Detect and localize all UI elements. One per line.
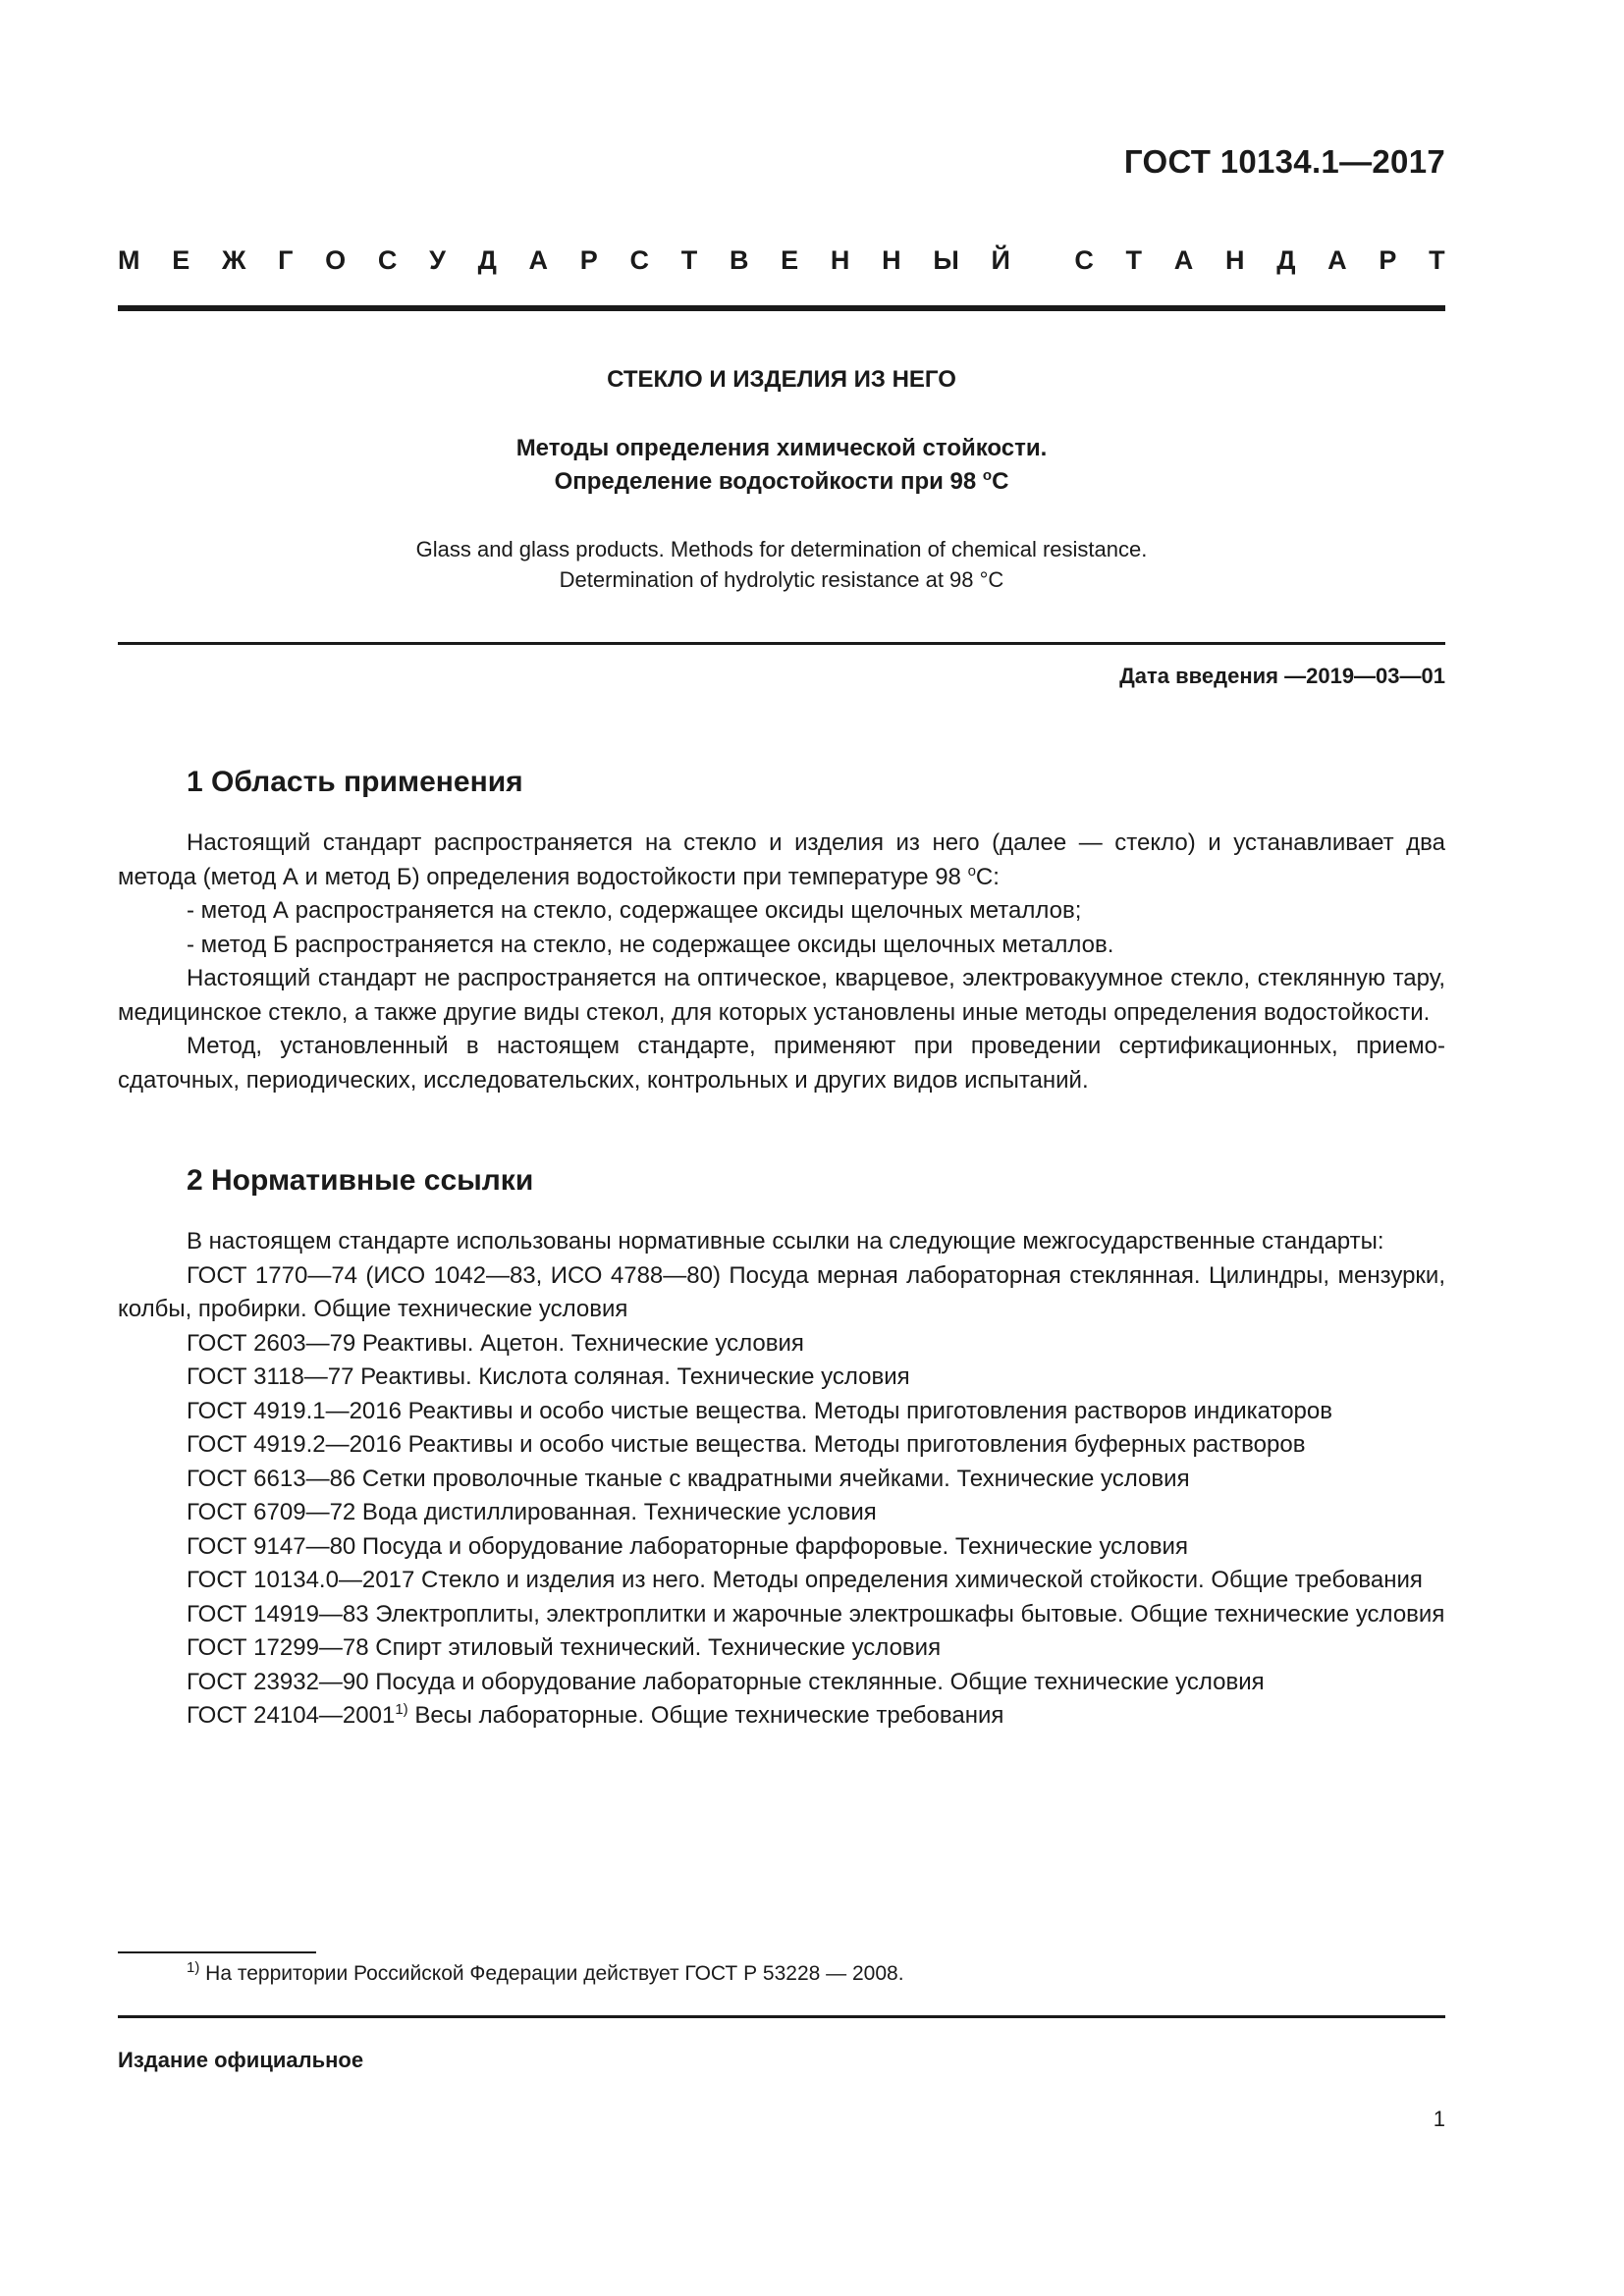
- reference-item: ГОСТ 3118—77 Реактивы. Кислота соляная. Технические условия: [187, 1363, 910, 1390]
- reference-item: ГОСТ 1770—74 (ИСО 1042—83, ИСО 4788—80) Посуда мерная лабораторная стеклянная. Цилиндры, мензурки, колбы, пробирки. Общие технические условия: [118, 1261, 1445, 1322]
- reference-item: ГОСТ 6709—72 Вода дистиллированная. Технические условия: [187, 1499, 877, 1525]
- banner-letter: Д: [477, 245, 497, 275]
- banner-letter: Н: [1224, 245, 1245, 275]
- banner-letter: Н: [830, 245, 850, 275]
- paragraph: [118, 827, 1445, 894]
- reference-item: ГОСТ 9147—80 Посуда и оборудование лабораторные фарфоровые. Технические условия: [187, 1532, 1188, 1560]
- edition-label: Издание официальное: [118, 2048, 364, 2072]
- footnote-divider: [118, 1951, 316, 1953]
- banner-letter: Ж: [221, 245, 246, 275]
- document-subtitle: [118, 432, 1445, 499]
- banner-letter: С: [377, 245, 398, 275]
- reference-text: Весы лабораторные. Общие технические требования: [407, 1702, 1004, 1729]
- reference-item: [118, 1699, 1445, 1734]
- banner-letter: Н: [882, 245, 901, 275]
- section-1-body: [118, 827, 1445, 1097]
- reference-item: ГОСТ 10134.0—2017 Стекло и изделия из него. Методы определения химической стойкости. Общие требования: [187, 1567, 1423, 1593]
- document-page: [118, 0, 1445, 2296]
- degree-superscript: о: [967, 862, 976, 880]
- banner-letter: Ы: [933, 245, 959, 275]
- banner-letter: А: [528, 245, 549, 275]
- banner-letter: В: [729, 245, 749, 275]
- subtitle-unit: С: [992, 468, 1009, 495]
- section-2-body: [118, 1225, 1445, 1734]
- list-item: - метод А распространяется на стекло, содержащее оксиды щелочных металлов;: [187, 897, 1082, 924]
- reference-item: ГОСТ 2603—79 Реактивы. Ацетон. Технические условия: [187, 1329, 804, 1357]
- title-divider: [118, 642, 1445, 645]
- banner-letter: Е: [172, 245, 190, 275]
- footnote: [187, 1959, 904, 1986]
- subtitle-line: [118, 465, 1445, 499]
- section-2-heading: 2 Нормативные ссылки: [187, 1164, 534, 1197]
- paragraph: Метод, установленный в настоящем стандарте, применяют при проведении сертификационных, приемо-сдаточных, периодических, исследовательских, контрольных и других видов испытаний.: [118, 1033, 1445, 1094]
- reference-item: ГОСТ 4919.2—2016 Реактивы и особо чистые вещества. Методы приготовления буферных растворов: [187, 1431, 1306, 1458]
- introduction-date: Дата введения —2019—03—01: [1119, 664, 1445, 688]
- banner-letter: Г: [278, 245, 294, 275]
- banner-letter: Й: [991, 245, 1010, 275]
- banner-letter: М: [118, 245, 140, 275]
- reference-item: ГОСТ 6613—86 Сетки проволочные тканые с квадратными ячейками. Технические условия: [187, 1465, 1190, 1492]
- reference-item: ГОСТ 17299—78 Спирт этиловый технический. Технические условия: [187, 1634, 942, 1661]
- gost-number: ГОСТ 10134.1—2017: [1123, 143, 1445, 180]
- footnote-marker: 1): [187, 1959, 200, 1976]
- banner-letter: С: [1074, 245, 1094, 275]
- banner-letter: Р: [1379, 245, 1397, 275]
- english-title-line: Glass and glass products. Methods for determination of chemical resistance.: [415, 537, 1148, 561]
- banner-letter: Е: [781, 245, 799, 275]
- footnote-text: На территории Российской Федерации действует ГОСТ Р 53228 — 2008.: [199, 1962, 904, 1985]
- footnote-marker: 1): [395, 1701, 408, 1718]
- reference-item: ГОСТ 23932—90 Посуда и оборудование лабораторные стеклянные. Общие технические условия: [187, 1668, 1265, 1695]
- footer-divider: [118, 2015, 1445, 2018]
- reference-item: ГОСТ 14919—83 Электроплиты, электроплитки и жарочные электрошкафы бытовые. Общие технические условия: [187, 1600, 1445, 1628]
- subtitle-text: Определение водостойкости при 98: [554, 468, 983, 495]
- banner-letter: У: [429, 245, 446, 275]
- section-1-heading: 1 Область применения: [187, 766, 523, 798]
- paragraph-text: Настоящий стандарт распространяется на стекло и изделия из него (далее — стекло) и устанавливает два метода (метод А и метод Б) определения водостойкости при температуре 98: [118, 829, 1445, 890]
- banner-letter: С: [629, 245, 649, 275]
- paragraph: В настоящем стандарте использованы нормативные ссылки на следующие межгосударственные стандарты:: [187, 1228, 1384, 1255]
- banner-letter: Т: [1125, 245, 1143, 275]
- reference-item: ГОСТ 4919.1—2016 Реактивы и особо чистые вещества. Методы приготовления растворов индикаторов: [187, 1397, 1332, 1424]
- banner-letter: Т: [680, 245, 698, 275]
- standard-type-banner: [118, 245, 1445, 276]
- page-number: 1: [1433, 2107, 1445, 2131]
- list-item: - метод Б распространяется на стекло, не содержащее оксиды щелочных металлов.: [187, 931, 1114, 958]
- banner-letter: О: [325, 245, 347, 275]
- banner-letter: А: [1327, 245, 1347, 275]
- degree-superscript: о: [982, 467, 993, 484]
- header-divider: [118, 305, 1445, 311]
- paragraph: Настоящий стандарт не распространяется на оптическое, кварцевое, электровакуумное стекло, стеклянную тару, медицинское стекло, а также другие виды стекол, для которых установлены иные методы определения водостойкости.: [118, 965, 1445, 1026]
- subtitle-line: Методы определения химической стойкости.: [515, 435, 1048, 461]
- english-title-line: Determination of hydrolytic resistance at 98 °C: [559, 567, 1004, 592]
- banner-letter: А: [1173, 245, 1194, 275]
- banner-letter: Д: [1276, 245, 1296, 275]
- banner-letter: Р: [579, 245, 598, 275]
- english-title: [118, 534, 1445, 595]
- reference-text: ГОСТ 24104—2001: [187, 1702, 396, 1729]
- document-title: СТЕКЛО И ИЗДЕЛИЯ ИЗ НЕГО: [607, 366, 956, 393]
- paragraph-text: С:: [975, 863, 1000, 890]
- banner-letter: Т: [1429, 245, 1445, 275]
